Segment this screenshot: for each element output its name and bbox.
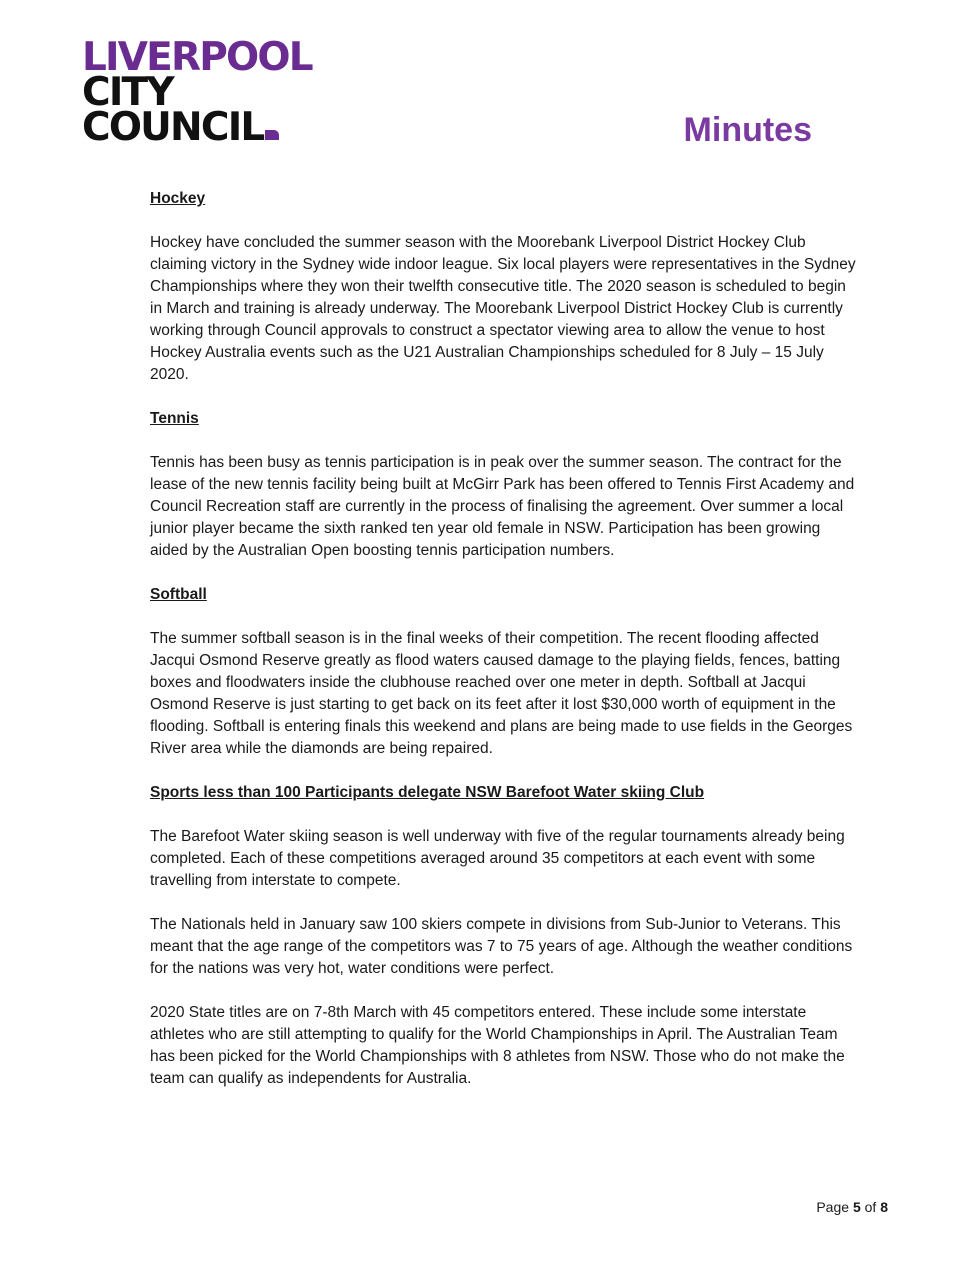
- logo-line-liverpool: LIVERPOOL: [82, 35, 312, 80]
- section-paragraph: Tennis has been busy as tennis participation is in peak over the summer season. The contract for the lease of the new tennis facility being built at McGirr Park has been offered to Tennis First Academy and Council Recreation staff are currently in the process of finalising the agreement. Over summer a local junior player became the sixth ranked ten year old female in NSW. Participation has been growing aided by the Australian Open boosting tennis participation numbers.: [150, 454, 855, 559]
- page-total: 8: [880, 1199, 888, 1215]
- section-softball: [150, 584, 862, 760]
- section-heading: Hockey: [150, 190, 206, 207]
- page-number: [816, 1199, 888, 1215]
- section-paragraph: Hockey have concluded the summer season with the Moorebank Liverpool District Hockey Club claiming victory in the Sydney wide indoor league. Six local players were representatives in the Sydney Championships where they won their twelfth consecutive title. The 2020 season is scheduled to begin in March and training is already underway. The Moorebank Liverpool District Hockey Club is currently working through Council approvals to construct a spectator viewing area to allow the venue to host Hockey Australia events such as the U21 Australian Championships scheduled for 8 July – 15 July 2020.: [150, 234, 856, 383]
- minutes-body: [150, 188, 862, 1112]
- section-heading: Tennis: [150, 410, 199, 427]
- logo-line-city: CITY: [82, 70, 173, 115]
- page-label: Page: [816, 1199, 850, 1215]
- section-heading: Sports less than 100 Participants delegate NSW Barefoot Water skiing Club: [150, 784, 705, 801]
- document-title: Minutes: [683, 111, 812, 149]
- logo-line-council: [82, 105, 342, 150]
- section-barefoot-water-skiing: [150, 782, 862, 1090]
- section-paragraph: The Barefoot Water skiing season is well underway with five of the regular tournaments already being completed. Each of these competitions averaged around 35 competitors at each event with some travelling from interstate to compete.: [150, 828, 845, 889]
- logo-line-council-text: COUNCIL: [82, 105, 264, 150]
- council-logo: [82, 35, 342, 150]
- section-tennis: [150, 408, 862, 562]
- of-label: of: [864, 1199, 877, 1215]
- logo-mark-icon: [265, 130, 279, 140]
- section-paragraph: The summer softball season is in the final weeks of their competition. The recent flooding affected Jacqui Osmond Reserve greatly as flood waters caused damage to the playing fields, fences, batting boxes and floodwaters inside the clubhouse reached over one meter in depth. Softball at Jacqui Osmond Reserve is just starting to get back on its feet after it lost $30,000 worth of equipment in the flooding. Softball is entering finals this weekend and plans are being made to use fields in the Georges River area while the diamonds are being repaired.: [150, 630, 853, 757]
- section-hockey: [150, 188, 862, 386]
- section-paragraph: 2020 State titles are on 7-8th March with 45 competitors entered. These include some interstate athletes who are still attempting to qualify for the World Championships in April. The Australian Team has been picked for the World Championships with 8 athletes from NSW. Those who do not make the team can qualify as independents for Australia.: [150, 1004, 845, 1087]
- section-heading: Softball: [150, 586, 207, 603]
- page-current: 5: [852, 1199, 861, 1215]
- section-paragraph: The Nationals held in January saw 100 skiers compete in divisions from Sub-Junior to Veterans. This meant that the age range of the competitors was 7 to 75 years of age. Although the weather conditions for the nations was very hot, water conditions were perfect.: [150, 916, 853, 977]
